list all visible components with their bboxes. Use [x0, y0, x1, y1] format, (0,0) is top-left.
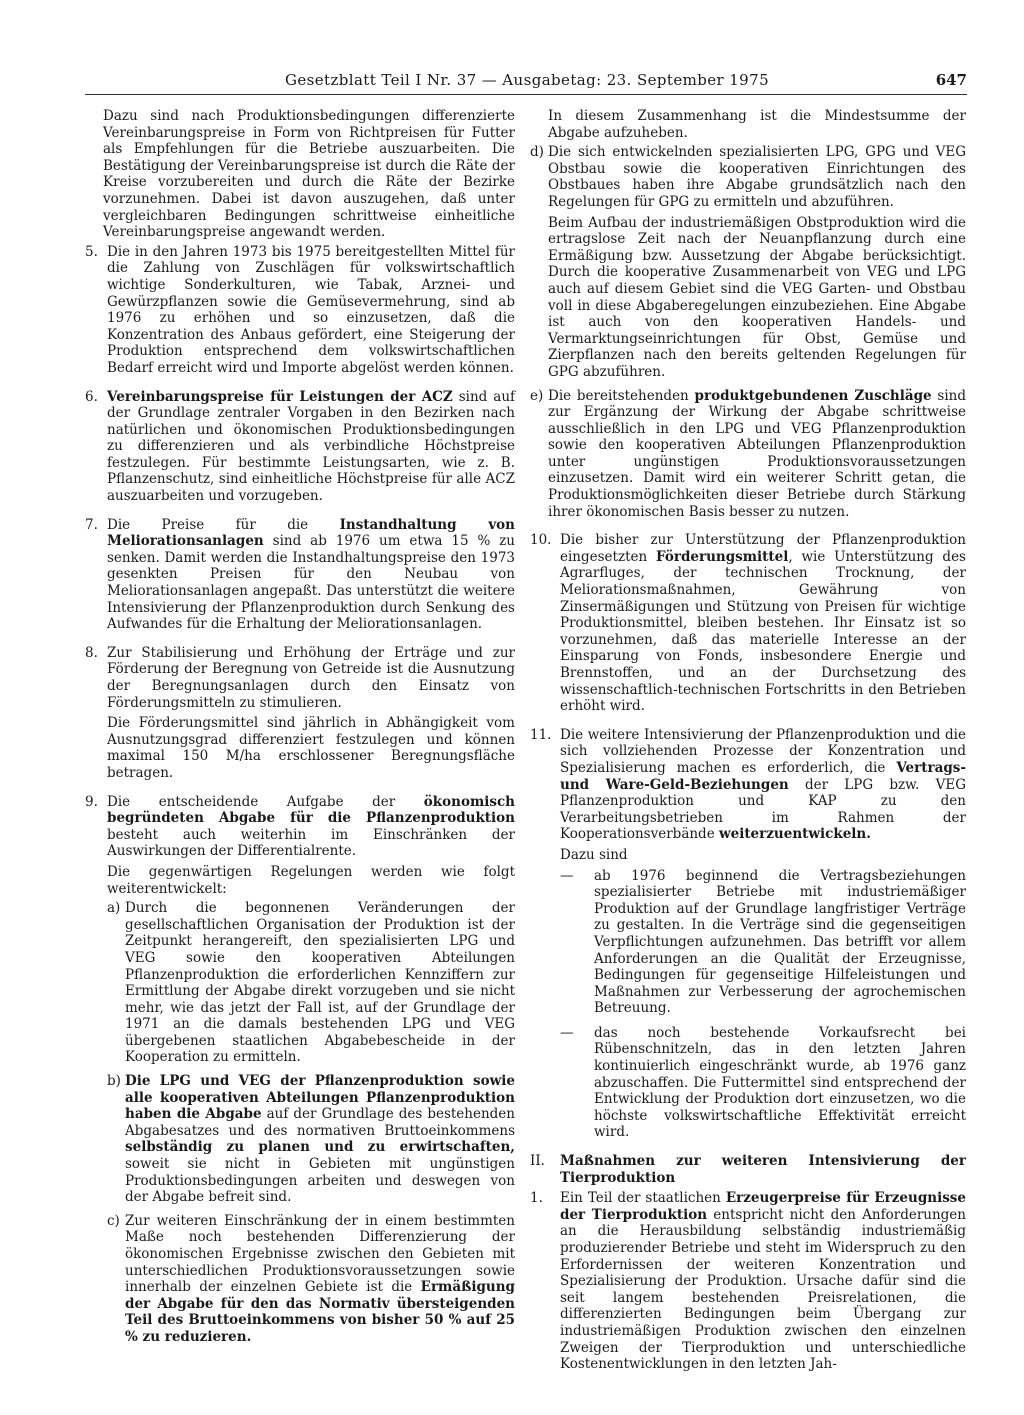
- item-8: [85, 645, 515, 782]
- item-number: 6.: [85, 388, 98, 405]
- item-text: [560, 532, 966, 715]
- subitem-text: [548, 388, 966, 521]
- header-title: Gesetzblatt Teil I Nr. 37 — Ausgabetag: 23. September 1975: [285, 71, 770, 89]
- bold-phrase: Die LPG und VEG der Pflanzenproduktion sowie alle kooperativen Abteilungen Pflanzenproduktion haben die Abgabe: [125, 1073, 515, 1123]
- text-run: Ein Teil der staatlichen: [560, 1190, 726, 1207]
- intro-paragraph: Dazu sind nach Produktionsbedingungen differenzierte Vereinbarungspreise in Form von Richtpreisen für Futter als Empfehlungen für die Betriebe auszuarbeiten. Die Bestätigung der Vereinbarungspreise ist durch die Räte der Kreise vorzubereiten und durch die Räte der Bezirke vorzunehmen. Dabei ist davon auszugehen, daß unter vergleichbaren Bedingungen schrittweise einheitliche Vereinbarungspreise angewandt werden.: [103, 108, 515, 241]
- dash-item-1: [560, 868, 966, 1017]
- section-ii-heading: [530, 1153, 966, 1186]
- item-text-2: Die Förderungsmittel sind jährlich in Abhängigkeit vom Ausnutzungsgrad differenziert festzulegen und können maximal 150 M/ha erschlossener Beregnungsfläche betragen.: [107, 715, 515, 781]
- text-run: , wie Unterstützung des Agrarfluges, der technischen Trocknung, der Meliorationsmaßnahmen, Gewährung von Zinsermäßigungen und Stützung von Preisen für wichtige Produktionsmittel, bleiben bestehen. Ihr Einsatz ist so vorzunehmen, daß das materielle Interesse an der Einsparung von Fonds, insbesondere Energie und Brennstoffen, und an der Durchsetzung des wissenschaftlich-technischen Fortschritts in den Betrieben erhöht wird.: [560, 548, 966, 715]
- subitem-text: Die sich entwickelnden spezialisierten LPG, GPG und VEG Obstbau sowie die kooperativen Einrichtungen des Obstbaues haben ihre Abgabe grundsätzlich nach den Regelungen für GPG zu ermitteln und abzuführen.: [548, 144, 966, 210]
- text-run: Die Preise für die: [107, 516, 340, 533]
- item-text: Zur Stabilisierung und Erhöhung der Erträge und zur Förderung der Beregnung von Getreide ist die Ausnutzung der Beregnungsanlagen durch den Einsatz von Förderungsmitteln zu stimulieren.: [107, 644, 515, 711]
- subitem-mark: c): [107, 1212, 120, 1229]
- item-number: 9.: [85, 793, 98, 810]
- item-text: [560, 727, 966, 843]
- left-column: [85, 108, 515, 1358]
- item-number: 1.: [530, 1190, 543, 1207]
- section-title: [560, 1153, 966, 1186]
- subitem-e: [530, 388, 966, 521]
- item-9: [85, 794, 515, 1346]
- item-10: [530, 532, 966, 715]
- continuation-paragraph: In diesem Zusammenhang ist die Mindestsumme der Abgabe aufzuheben.: [548, 108, 966, 141]
- bold-phrase: selbständig zu planen und zu erwirtschaften,: [125, 1139, 515, 1156]
- item-number: 8.: [85, 644, 98, 661]
- bold-phrase: Vertrags- und Ware-Geld-Beziehungen: [560, 759, 966, 793]
- dash-text: ab 1976 beginnend die Vertragsbeziehungen spezialisierter Betriebe mit industriemäßiger Produktion auf der Grundlage langfristiger Verträge zu gestalten. In die Verträge sind die gegenseitigen Verpflichtungen aufzunehmen. Das betrifft vor allem Anforderungen an die Qualität der Erzeugnisse, Bedingungen für gegenseitige Hilfeleistungen und Maßnahmen zur Verbesserung der agrochemischen Betreuung.: [594, 867, 966, 1017]
- subitem-c: [107, 1213, 515, 1346]
- text-run: sind zur Ergänzung der Wirkung der Abgabe schrittweise ausschließlich in den LPG und VEG Pflanzenproduktion sowie den kooperativen Abteilungen Pflanzenproduktion unter ungünstigen Produktionsvoraussetzungen einzusetzen. Damit wird ein weiterer Schritt getan, die Produktionsmöglichkeiten dieser Betriebe durch Stärkung ihrer ökonomischen Basis besser zu nutzen.: [548, 387, 966, 520]
- item-number: 7.: [85, 516, 98, 533]
- item-text-2: Die gegenwärtigen Regelungen werden wie folgt weiterentwickelt:: [107, 863, 515, 897]
- text-run: Die weitere Intensivierung der Pflanzenproduktion und die sich vollziehenden Prozesse der Konzentration und Spezialisierung machen es erforderlich, die: [560, 726, 966, 776]
- bold-phrase: Ermäßigung der Abgabe für den das Normativ übersteigenden Teil des Bruttoeinkommens von bisher 50 % auf 25 % zu reduzieren.: [125, 1279, 515, 1345]
- item-5: [85, 244, 515, 377]
- item-7: [85, 517, 515, 633]
- item-number: 5.: [85, 243, 98, 260]
- dash-mark: —: [560, 1024, 574, 1041]
- subitem-mark: a): [107, 900, 121, 917]
- bold-phrase: Förderungsmittel: [655, 548, 789, 565]
- section-number: II.: [530, 1153, 545, 1170]
- text-run: besteht auch weiterhin im Einschränken der Auswirkungen der Differentialrente.: [107, 826, 515, 860]
- text-run: auf der Grundlage des bestehenden Abgabesatzes und des normativen Bruttoeinkommens: [125, 1106, 515, 1139]
- bold-phrase: Instandhaltung von Meliorationsanlagen: [107, 516, 515, 550]
- bold-phrase: weiterzuentwickeln.: [718, 826, 871, 843]
- subitem-text-2: Beim Aufbau der industriemäßigen Obstproduktion wird die ertragslose Zeit nach der Neuanpflanzung durch eine Ermäßigung bzw. Aussetzung der Abgabe berücksichtigt. Durch die kooperative Zusammenarbeit von VEG und LPG auch auf diesem Gebiet sind die VEG Garten- und Obstbau voll in diese Abgaberegelungen einzubeziehen. Eine Abgabe ist auch von den kooperativen Handels- und Vermarktungseinrichtungen für Obst, Gemüse und Zierpflanzen nach den bereits geltenden Regelungen für GPG abzuführen.: [548, 214, 966, 380]
- dash-mark: —: [560, 867, 574, 884]
- bold-phrase: Erzeugerpreise für Erzeugnisse der Tierproduktion: [560, 1190, 966, 1223]
- dash-item-2: [560, 1025, 966, 1141]
- text-run: soweit sie nicht in Gebieten mit ungünstigen Produktionsbedingungen arbeiten und deswegen von der Abgabe befreit sind.: [125, 1156, 515, 1206]
- right-column: [530, 108, 966, 1385]
- subitem-mark: d): [530, 144, 544, 161]
- item-ii-1: [530, 1190, 966, 1373]
- item-text: [107, 389, 515, 505]
- text-run: Die bisher zur Unterstützung der Pflanzenproduktion eingesetzten: [560, 532, 966, 565]
- page-number: 647: [935, 71, 967, 89]
- bold-phrase: produktgebundenen Zuschläge: [694, 387, 932, 404]
- subitem-b: [107, 1073, 515, 1206]
- subitem-mark: e): [530, 387, 544, 404]
- dazu-sind-label: Dazu sind: [560, 846, 628, 863]
- item-text: [107, 517, 515, 633]
- bold-phrase: ökonomisch begründeten Abgabe für die Pflanzenproduktion: [107, 793, 515, 827]
- subitem-mark: b): [107, 1073, 121, 1090]
- text-run: entspricht nicht den Anforderungen an die Herausbildung selbständig industriemäßig produzierender Betriebe und steht im Widerspruch zu den Erfordernissen der weiteren Konzentration und Spezialisierung der Produktion. Ursache dafür sind die seit langem bestehenden Preisrelationen, die differenzierten Bedingungen beim Übergang zur industriemäßigen Produktion zwischen den einzelnen Zweigen der Tierproduktion und unterschiedliche Kostenentwicklungen in den letzten Jah-: [560, 1206, 966, 1373]
- item-text: [560, 1190, 966, 1373]
- text-run: Die bereitstehenden: [548, 387, 695, 404]
- dash-text: das noch bestehende Vorkaufsrecht bei Rübenschnitzeln, das in den letzten Jahren kontinuierlich eingeschränkt wurde, ab 1976 ganz abzuschaffen. Die Futtermittel sind entsprechend der Entwicklung der Produktion dort einzusetzen, wo die höchste volkswirtschaftliche Effektivität erreicht wird.: [594, 1024, 966, 1141]
- item-11: [530, 727, 966, 1141]
- text-run: Zur weiteren Einschränkung der in einem bestimmten Maße noch bestehenden Differenzierung der ökonomischen Ergebnisse zwischen den Gebieten mit unterschiedlichen Produktionsvoraussetzungen sowie innerhalb der einzelnen Gebiete ist die: [125, 1212, 515, 1296]
- item-number: 10.: [530, 532, 552, 549]
- item-6: [85, 389, 515, 505]
- text-run: der LPG bzw. VEG Pflanzenproduktion und KAP zu den Verarbeitungsbetrieben im Rahmen der Kooperationsverbände: [560, 776, 966, 843]
- text-run: sind auf der Grundlage zentraler Vorgaben in den Bezirken nach natürlichen und ökonomischen Produktionsbedingungen zu differenzieren und als verbindliche Höchstpreise festzulegen. Für bestimmte Leistungsarten, wie z. B. Pflanzenschutz, sind einheitliche Höchstpreise für alle ACZ auszuarbeiten und vorzugeben.: [107, 388, 516, 505]
- subitem-text: [125, 1073, 515, 1206]
- page-header: [85, 72, 967, 95]
- subitem-text: Durch die begonnenen Veränderungen der gesellschaftlichen Organisation der Produktion ist der Zeitpunkt herangereift, den spezialisierten LPG und VEG sowie den kooperativen Abteilungen Pflanzenproduktion die erforderlichen Kennziffern zur Ermittlung der Abgabe direkt vorzugeben und sie nicht mehr, wie das jetzt der Fall ist, auf der Grundlage der 1971 an die damals bestehenden LPG und VEG übergebenen staatlichen Abgabebescheide in der Kooperation zu ermitteln.: [125, 900, 515, 1066]
- subitem-a: [107, 900, 515, 1066]
- item-text: Die in den Jahren 1973 bis 1975 bereitgestellten Mittel für die Zahlung von Zuschlägen für volkswirtschaftlich wichtige Sonderkulturen, wie Tabak, Arznei- und Gewürzpflanzen sowie die Gemüsevermehrung, sind ab 1976 zu erhöhen und so einzusetzen, daß die Konzentration des Anbaus gefördert, eine Steigerung der Produktion entsprechend dem volkswirtschaftlichen Bedarf erreicht wird und Importe abgelöst werden können.: [107, 243, 515, 376]
- text-run: Die entscheidende Aufgabe der: [107, 793, 424, 810]
- text-run: sind ab 1976 um etwa 15 % zu senken. Damit werden die Instandhaltungspreise den 1973 gesenkten Preisen für den Neubau von Meliorationsanlagen angepaßt. Das unterstützt die weitere Intensivierung der Pflanzenproduktion durch Senkung des Aufwandes für die Erhaltung der Meliorationsanlagen.: [107, 533, 515, 633]
- subitem-d: [530, 144, 966, 380]
- bold-phrase: Vereinbarungspreise für Leistungen der ACZ: [107, 388, 453, 405]
- item-text: [107, 794, 515, 860]
- subitem-text: [125, 1213, 515, 1346]
- item-number: 11.: [530, 726, 552, 743]
- bold-phrase: Maßnahmen zur weiteren Intensivierung der Tierproduktion: [560, 1153, 966, 1186]
